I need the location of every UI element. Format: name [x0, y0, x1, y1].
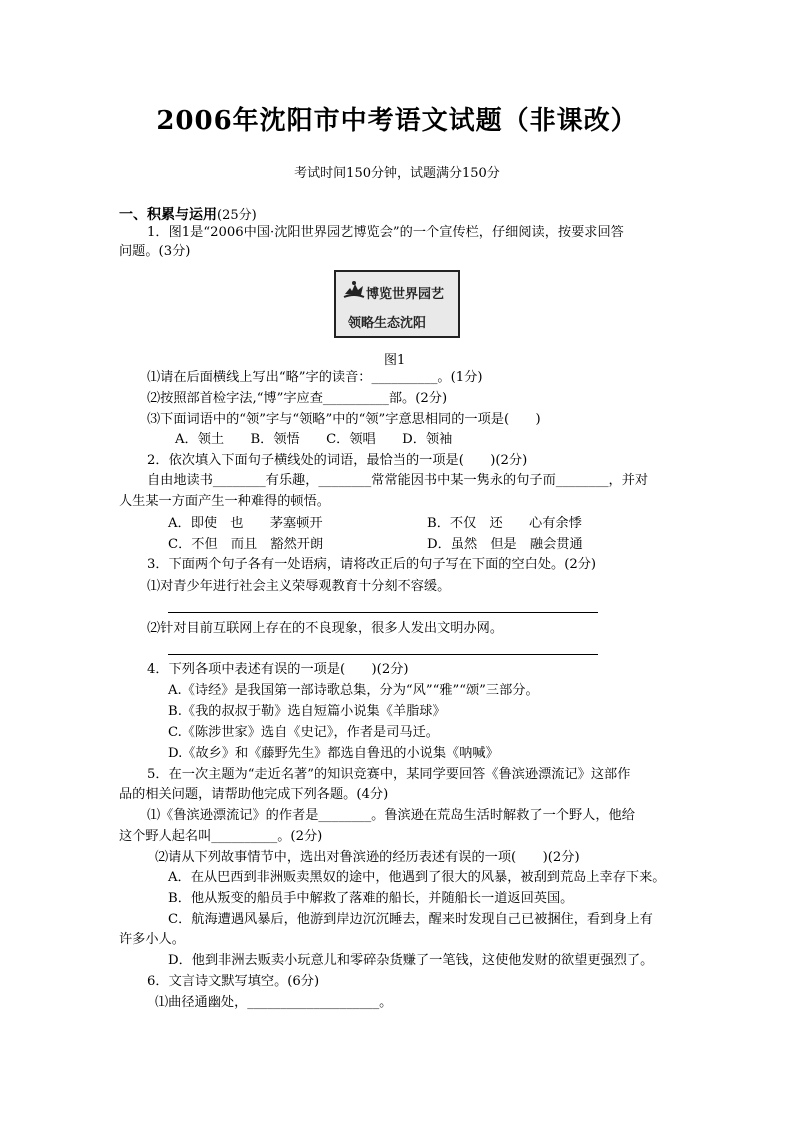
- option-line: C．不但 而且 豁然开朗: [168, 537, 324, 552]
- question-line: 1．图1是“2006中国·沈阳世界园艺博览会”的一个宣传栏，仔细阅读，按要求回答: [147, 225, 624, 240]
- question-line: 6．文言诗文默写填空。(6分): [147, 974, 320, 989]
- option-line: D.《故乡》和《藤野先生》都选自鲁迅的小说集《呐喊》: [168, 746, 499, 761]
- question-line: ⑵按照部首检字法,“博”字应查__________部。(2分): [147, 391, 448, 406]
- option-line: A．即使 也 茅塞顿开: [168, 516, 323, 531]
- exam-info: 考试时间150分钟，试题满分150分: [294, 166, 500, 181]
- option-line: A.《诗经》是我国第一部诗歌总集，分为“风”“雅”“颂”三部分。: [168, 683, 539, 698]
- question-line: 2．依次填入下面句子横线处的词语，最恰当的一项是( )(2分): [147, 453, 528, 468]
- poster-image: [334, 270, 460, 338]
- question-line: ⑴《鲁滨逊漂流记》的作者是________。鲁滨逊在荒岛生活时解救了一个野人，他给: [147, 808, 635, 823]
- question-line: 问题。(3分): [119, 244, 191, 259]
- question-line: ⑵请从下列故事情节中，选出对鲁滨逊的经历表述有误的一项( )(2分): [155, 850, 580, 865]
- answer-line[interactable]: [168, 612, 598, 613]
- option-line: A．在从巴西到非洲贩卖黑奴的途中，他遇到了很大的风暴，被刮到荒岛上幸存下来。: [168, 870, 666, 885]
- option-line: C．航海遭遇风暴后，他游到岸边沉沉睡去，醒来时发现自己已被捆住，看到身上有: [168, 912, 653, 927]
- option-line: C.《陈涉世家》选自《史记》，作者是司马迁。: [168, 725, 439, 740]
- option-line: 许多小人。: [119, 932, 185, 947]
- section-heading: [119, 204, 257, 224]
- question-line: 4．下列各项中表述有误的一项是( )(2分): [147, 662, 409, 677]
- question-line: ⑴曲径通幽处，____________________。: [155, 995, 393, 1010]
- option-line: B．他从叛变的船员手中解救了落难的船长，并随船长一道返回英国。: [168, 891, 574, 906]
- question-line: 3．下面两个句子各有一处语病，请将改正后的句子写在下面的空白处。(2分): [147, 557, 597, 572]
- option-line: D．虽然 但是 融会贯通: [427, 537, 583, 552]
- page-title: 2006年沈阳市中考语文试题（非课改）: [156, 106, 638, 136]
- question-line: ⑴请在后面横线上写出“略”字的读音：__________。(1分): [147, 370, 483, 385]
- option-line: A．领土 B．领悟 C．领唱 D．领袖: [175, 432, 453, 447]
- question-line: 自由地读书________有乐趣，________常常能因书中某一隽永的句子而________，并对: [147, 473, 649, 488]
- question-line: 5．在一次主题为“走近名著”的知识竞赛中，某同学要回答《鲁滨逊漂流记》这部作: [147, 767, 631, 782]
- expo-logo-icon: [342, 278, 366, 302]
- question-line: 品的相关问题，请帮助他完成下列各题。(4分): [119, 787, 389, 802]
- question-line: ⑴对青少年进行社会主义荣辱观教育十分刻不容缓。: [147, 579, 451, 594]
- option-line: D．他到非洲去贩卖小玩意儿和零碎杂货赚了一笔钱，这使他发财的欲望更强烈了。: [168, 953, 654, 968]
- option-line: B．不仅 还 心有余悸: [427, 516, 582, 531]
- poster-text-line1: 博览世界园艺: [366, 287, 445, 302]
- section-score: (25分): [217, 208, 257, 223]
- figure-caption: 图1: [384, 353, 406, 368]
- question-line: 这个野人起名叫__________。(2分): [119, 829, 323, 844]
- answer-line[interactable]: [168, 654, 598, 655]
- question-line: 人生某一方面产生一种难得的顿悟。: [119, 494, 330, 509]
- poster-text-line2: 领略生态沈阳: [348, 316, 427, 331]
- question-line: ⑵针对目前互联网上存在的不良现象，很多人发出文明办网。: [147, 621, 504, 636]
- section-label: 一、积累与运用: [119, 207, 217, 223]
- question-line: ⑶下面词语中的“领”字与“领略”中的“领”字意思相同的一项是( ): [147, 412, 541, 427]
- option-line: B.《我的叔叔于勒》选自短篇小说集《羊脂球》: [168, 704, 446, 719]
